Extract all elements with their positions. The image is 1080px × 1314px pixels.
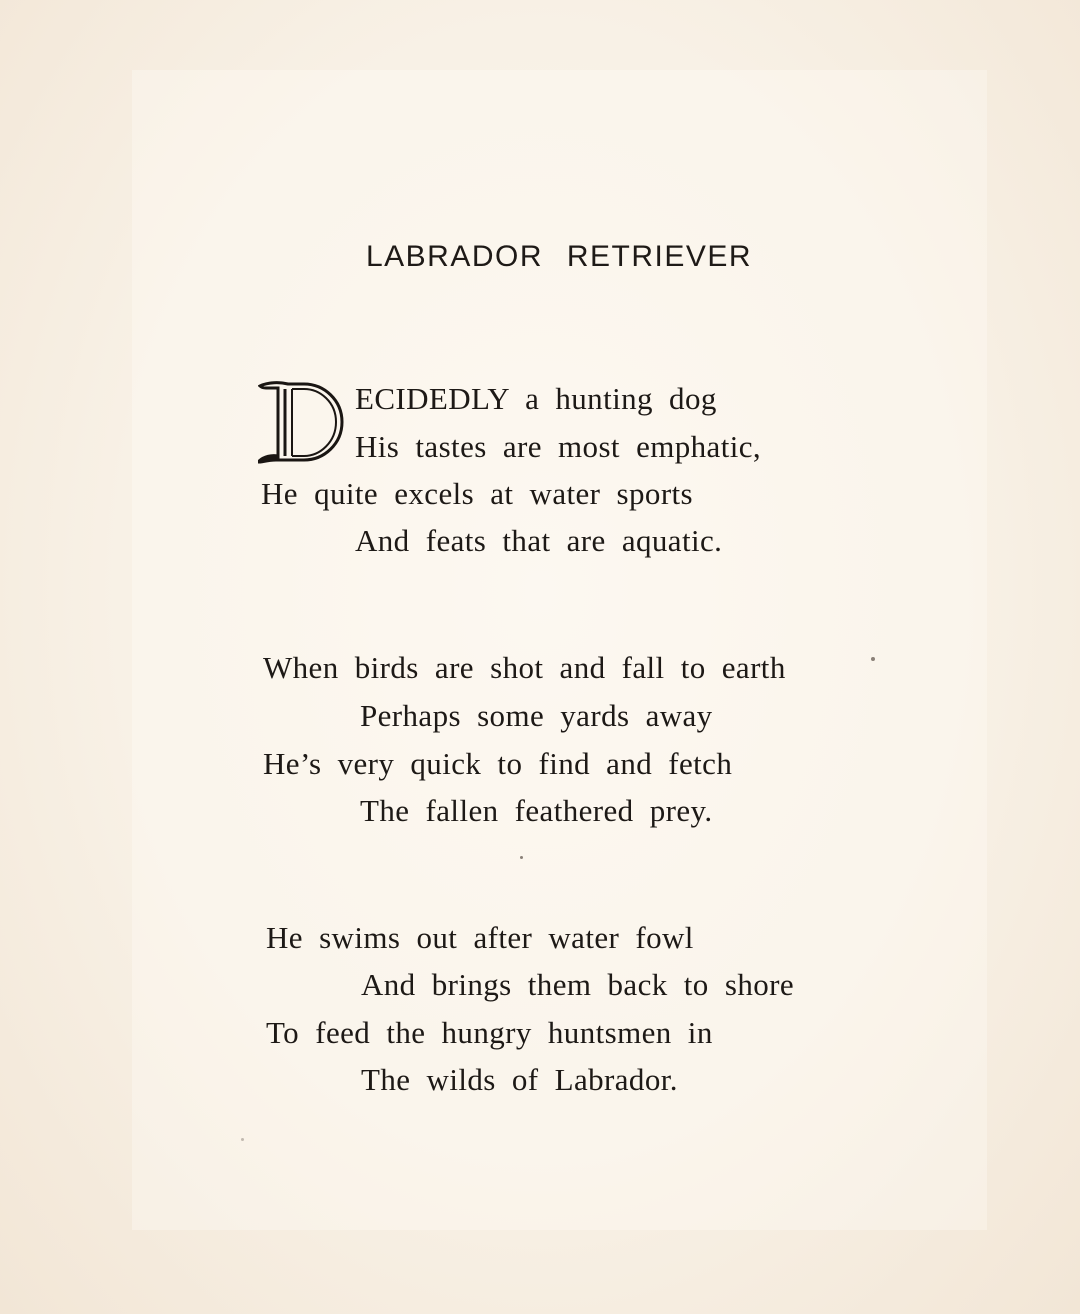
stanza-3-line-2: And brings them back to shore xyxy=(361,967,794,1002)
dropcap-letter-d xyxy=(258,380,346,464)
stanza-2-line-1: When birds are shot and fall to earth xyxy=(263,650,786,685)
stanza-1-line-3: He quite excels at water sports xyxy=(261,476,694,511)
paper-speck xyxy=(241,1138,244,1141)
stanza-3-line-3: To feed the hungry huntsmen in xyxy=(266,1015,713,1050)
paper-speck xyxy=(871,657,875,661)
stanza-3-line-4: The wilds of Labrador. xyxy=(361,1062,678,1097)
paper-speck xyxy=(520,856,523,859)
stanza-1-line-4: And feats that are aquatic. xyxy=(355,523,723,558)
stanza-2-line-3: He’s very quick to find and fetch xyxy=(263,746,733,781)
poem-title: LABRADOR RETRIEVER xyxy=(365,240,753,273)
stanza-2-line-2: Perhaps some yards away xyxy=(360,698,713,733)
stanza-3-line-1: He swims out after water fowl xyxy=(266,920,694,955)
stanza-1-line-2: His tastes are most emphatic, xyxy=(355,429,762,464)
stanza-1-line-1: ECIDEDLY a hunting dog xyxy=(355,381,717,416)
stanza-2-line-4: The fallen feathered prey. xyxy=(360,793,713,828)
